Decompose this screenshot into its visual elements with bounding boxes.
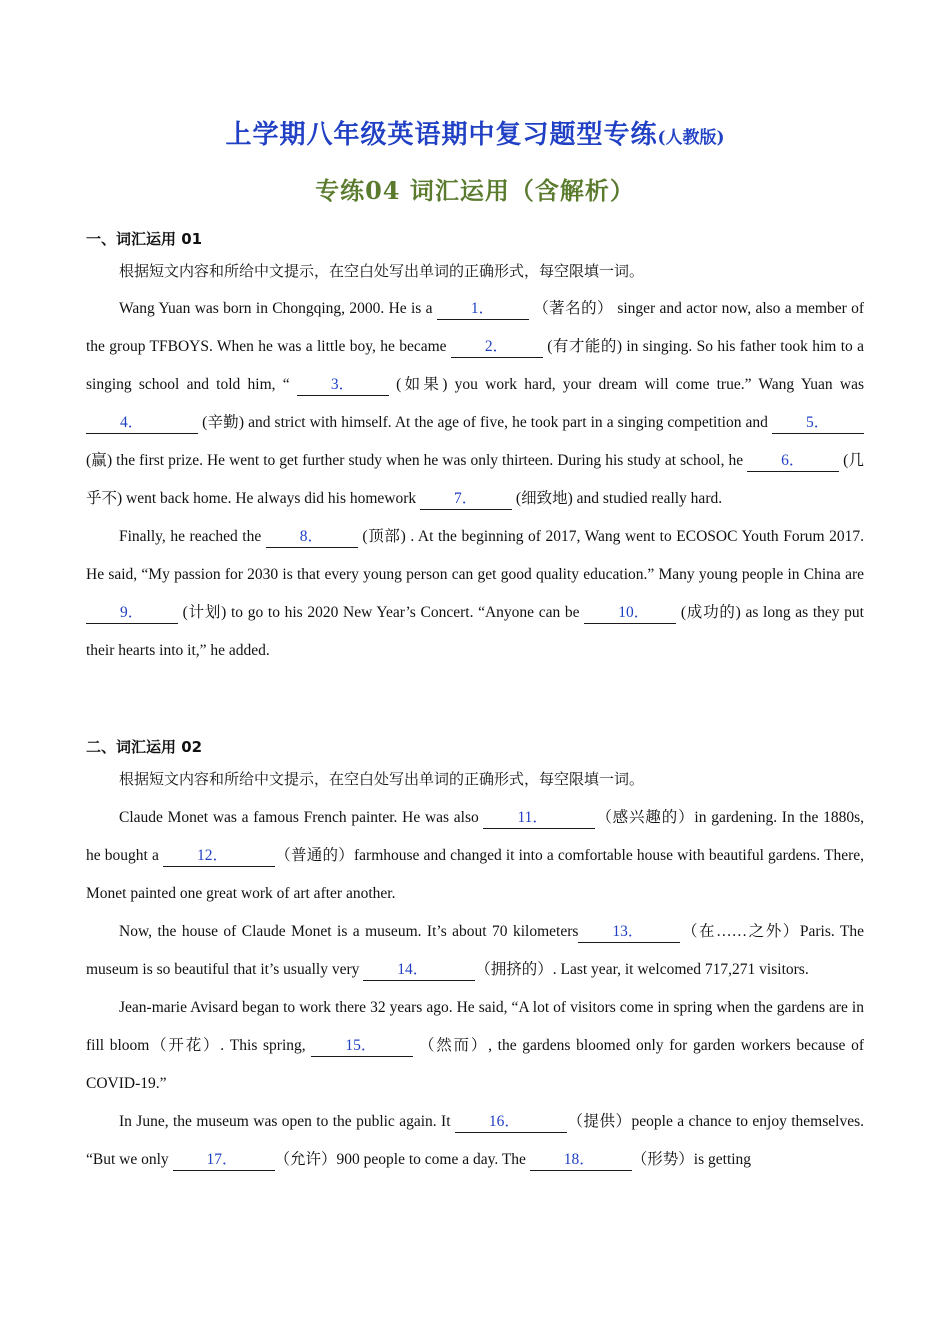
text: Finally, he reached the	[119, 528, 266, 545]
blank-12[interactable]: 12．	[163, 846, 275, 867]
text: （然而）, the gardens bloomed only for garden workers because of COVID-19.”	[86, 1037, 864, 1092]
section1-paragraph-2	[86, 518, 864, 670]
document-title	[0, 114, 950, 151]
text: (成功的) as long as they put their hearts into it,” he added.	[86, 604, 864, 659]
text: （著名的） singer and actor now, also a member of the group TFBOYS. When he was a little boy, he became	[86, 300, 865, 355]
blank-9[interactable]: 9．	[86, 603, 178, 624]
blank-17[interactable]: 17．	[173, 1150, 275, 1171]
title-edition: (人教版)	[657, 128, 725, 148]
text: (赢) the first prize. He went to get further study when he was only thirteen. During his study at school, he	[86, 452, 748, 469]
section1-passage	[86, 290, 864, 670]
blank-14[interactable]: 14．	[363, 960, 475, 981]
text: (辛勤) and strict with himself. At the age of five, he took part in a singing competition and	[198, 414, 772, 431]
section1-paragraph-1	[86, 290, 864, 518]
section2-instruction: 根据短文内容和所给中文提示，在空白处写出单词的正确形式，每空限填一词。	[119, 770, 645, 788]
blank-2[interactable]: 2．	[451, 337, 543, 358]
text: In June, the museum was open to the public again. It	[119, 1113, 455, 1130]
blank-1[interactable]: 1．	[437, 299, 529, 320]
blank-18[interactable]: 18．	[530, 1150, 632, 1171]
text: (有才能的) in singing. So his father took him to a singing school and told him, “	[86, 338, 864, 393]
section1-instruction: 根据短文内容和所给中文提示，在空白处写出单词的正确形式，每空限填一词。	[119, 262, 645, 280]
text: （允许）900 people to come a day. The	[274, 1151, 530, 1168]
blank-13[interactable]: 13．	[578, 922, 680, 943]
document-subtitle: 专练04 词汇运用（含解析）	[315, 176, 635, 205]
section2-paragraph-3	[86, 989, 864, 1103]
title-main: 上学期八年级英语期中复习题型专练	[225, 120, 658, 150]
section2-paragraph-1	[86, 799, 864, 913]
text: （感兴趣的）in gardening. In the 1880s, he bought a	[86, 809, 864, 864]
blank-16[interactable]: 16．	[455, 1112, 567, 1133]
blank-4[interactable]: 4．	[86, 413, 198, 434]
text: Claude Monet was a famous French painter. He was also	[119, 809, 484, 826]
blank-10[interactable]: 10．	[584, 603, 676, 624]
section2-paragraph-2	[86, 913, 864, 989]
text: （普通的）farmhouse and changed it into a comfortable house with beautiful gardens. There, Monet painted one great work of art after another.	[86, 847, 864, 902]
section2-paragraph-4	[86, 1103, 864, 1179]
blank-15[interactable]: 15．	[311, 1036, 413, 1057]
section2-passage	[86, 799, 864, 1179]
text: (细致地) and studied really hard.	[512, 490, 723, 507]
text: (几乎不) went back home. He always did his homework	[86, 452, 864, 507]
text: Jean-marie Avisard began to work there 32 years ago. He said, “A lot of visitors come in spring when the gardens are in fill bloom（开花）. This spring,	[86, 999, 864, 1054]
text: （形势）is getting	[631, 1151, 752, 1168]
section1-heading: 一、词汇运用 01	[86, 230, 203, 248]
blank-8[interactable]: 8．	[266, 527, 358, 548]
blank-3[interactable]: 3．	[297, 375, 389, 396]
section2-heading: 二、词汇运用 02	[86, 738, 203, 756]
text: Wang Yuan was born in Chongqing, 2000. He is a	[119, 300, 437, 317]
text: (顶部) . At the beginning of 2017, Wang went to ECOSOC Youth Forum 2017. He said, “My passion for 2030 is that every young person can get good quality education.” Many young people in China are	[86, 528, 864, 583]
blank-6[interactable]: 6．	[747, 451, 839, 472]
blank-5[interactable]: 5．	[772, 413, 864, 434]
text: （拥挤的）. Last year, it welcomed 717,271 visitors.	[475, 961, 809, 978]
blank-7[interactable]: 7．	[420, 489, 512, 510]
text: （在……之外）Paris. The museum is so beautiful that it’s usually very	[86, 923, 864, 978]
text: （提供）people a chance to enjoy themselves. “But we only	[86, 1113, 864, 1168]
text: Now, the house of Claude Monet is a museum. It’s about 70 kilometers	[119, 923, 579, 940]
text: (计划) to go to his 2020 New Year’s Concert. “Anyone can be	[178, 604, 585, 621]
text: (如果) you work hard, your dream will come true.” Wang Yuan was	[388, 376, 864, 393]
blank-11[interactable]: 11．	[483, 808, 595, 829]
